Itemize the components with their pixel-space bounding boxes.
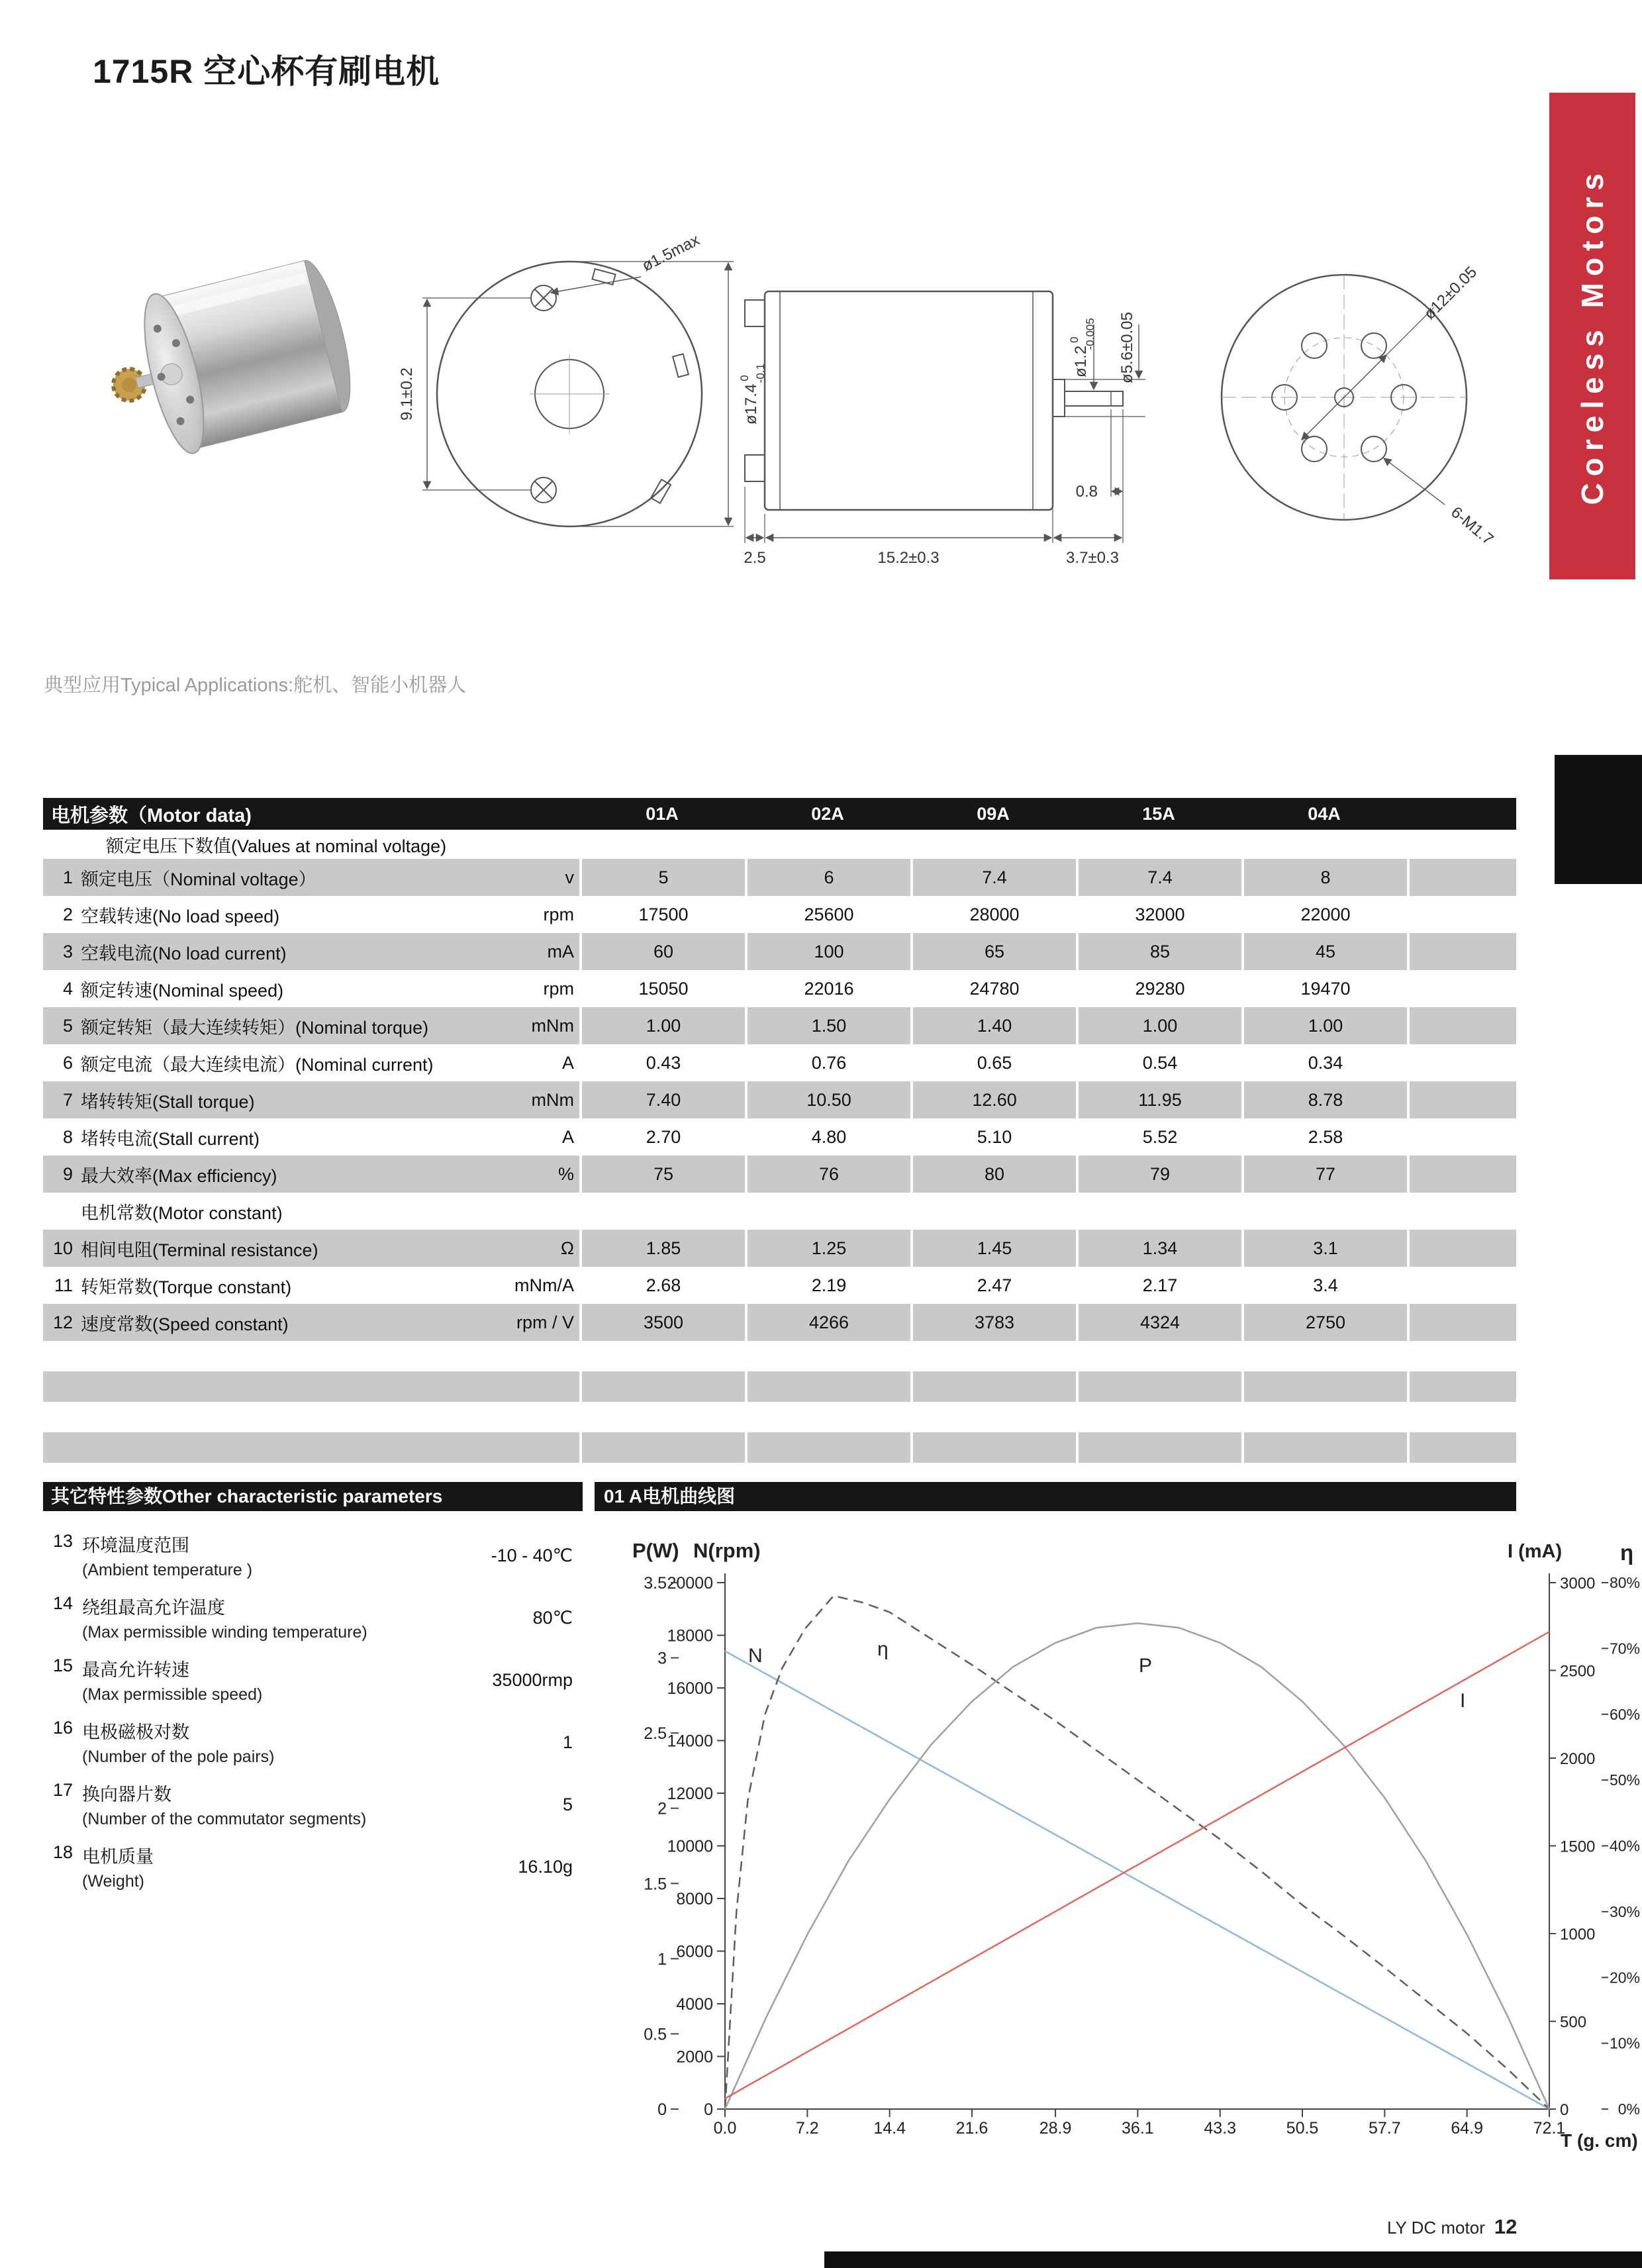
parameter-en-label: (Max permissible speed)	[82, 1685, 263, 1704]
table-row	[43, 1402, 1516, 1432]
value-cell: 1.34	[1076, 1230, 1241, 1267]
motor-data-table	[43, 798, 1516, 1463]
tick-label-efficiency: 10%	[1609, 2034, 1640, 2052]
value-cell: 85	[1076, 933, 1241, 970]
value-cell	[1241, 1402, 1407, 1432]
tick-label-speed: 8000	[676, 1890, 713, 1908]
series-label-P: P	[1139, 1655, 1153, 1677]
tick-label-speed: 10000	[667, 1837, 713, 1856]
table-row: 电机常数(Motor constant)	[43, 1193, 1516, 1230]
value-cell	[579, 1371, 745, 1402]
parameter-value: 16.10g	[518, 1857, 573, 1877]
tick-label-current: 500	[1560, 2013, 1587, 2032]
table-row: 8 堵转电流(Stall current) A 2.70 4.80 5.10 5.52 2.58	[43, 1118, 1516, 1156]
value-cell	[1076, 1432, 1241, 1463]
performance-chart	[612, 1516, 1642, 2198]
value-cell	[1304, 830, 1470, 859]
value-cell: 2.58	[1241, 1118, 1407, 1156]
table-row: 1 额定电压（Nominal voltage） v 5 6 7.4 7.4 8	[43, 859, 1516, 896]
table-row: 6 额定电流（最大连续电流）(Nominal current) A 0.43 0.76 0.65 0.54 0.34	[43, 1044, 1516, 1081]
value-cell	[1076, 1402, 1241, 1432]
value-cell: 29280	[1076, 970, 1241, 1007]
technical-drawing	[371, 219, 1536, 609]
value-cell	[1241, 1193, 1407, 1230]
tick-label-torque: 7.2	[795, 2119, 819, 2138]
value-cell	[973, 830, 1139, 859]
tick-label-torque: 36.1	[1122, 2119, 1154, 2138]
dim-screw-spec: 6-M1.7	[1447, 503, 1497, 549]
table-title: 电机参数（Motor data)	[51, 805, 252, 826]
parameter-item: 18 电机质量 (Weight) 16.10g	[43, 1842, 573, 1890]
tick-label-torque: 72.1	[1533, 2119, 1566, 2138]
value-cell	[1241, 1371, 1407, 1402]
motor-photo	[93, 238, 384, 477]
tick-label-speed: 20000	[667, 1574, 713, 1593]
parameter-item: 13 环境温度范围 (Ambient temperature ) -10 - 40℃	[43, 1531, 573, 1579]
tick-label-current: 1500	[1560, 1838, 1596, 1856]
value-cell: 8.78	[1241, 1081, 1407, 1118]
tick-label-power: 1.5	[644, 1875, 667, 1894]
parameter-value: -10 - 40℃	[491, 1546, 573, 1565]
value-cell: 22000	[1241, 896, 1407, 933]
typical-applications: 典型应用Typical Applications:舵机、智能小机器人	[44, 675, 467, 696]
bottom-bar	[824, 2251, 1642, 2268]
value-cell	[745, 1402, 910, 1432]
parameter-en-label: (Ambient temperature )	[82, 1561, 253, 1579]
value-cell: 32000	[1076, 896, 1241, 933]
value-cell	[745, 1371, 910, 1402]
series-label-I: I	[1460, 1690, 1466, 1712]
value-cell: 80	[910, 1156, 1076, 1193]
column-header: 02A	[811, 803, 844, 824]
parameter-en-label: (Max permissible winding temperature)	[82, 1623, 367, 1642]
value-cell	[745, 1193, 910, 1230]
value-cell	[642, 830, 808, 859]
value-cell: 2.47	[910, 1267, 1076, 1304]
tick-label-torque: 50.5	[1286, 2119, 1319, 2138]
value-cell: 2.19	[745, 1267, 910, 1304]
value-cell: 8	[1241, 859, 1407, 896]
page-title	[93, 45, 440, 93]
value-cell: 2.17	[1076, 1267, 1241, 1304]
value-cell: 3500	[579, 1304, 745, 1341]
axis-title-power: P(W)	[632, 1539, 679, 1562]
parameter-en-label: (Number of the commutator segments)	[82, 1810, 367, 1828]
value-cell: 1.25	[745, 1230, 910, 1267]
value-cell	[745, 1432, 910, 1463]
side-tab	[1555, 755, 1642, 884]
value-cell: 1.40	[910, 1007, 1076, 1044]
table-row: 7 堵转转矩(Stall torque) mNm 7.40 10.50 12.60 11.95 8.78	[43, 1081, 1516, 1118]
dim-shaft-diameter: $ø1.2^0$ -0.005	[1068, 318, 1096, 377]
value-cell	[910, 1402, 1076, 1432]
series-label-N: N	[748, 1645, 763, 1667]
tick-label-current: 3000	[1560, 1575, 1596, 1593]
value-cell: 60	[579, 933, 745, 970]
value-cell: 19470	[1241, 970, 1407, 1007]
value-cell: 76	[745, 1156, 910, 1193]
tick-label-torque: 28.9	[1039, 2119, 1072, 2138]
dim-shaft-hole: ø1.5max	[639, 230, 702, 275]
front-view	[422, 262, 734, 526]
value-cell: 3.1	[1241, 1230, 1407, 1267]
parameter-en-label: (Number of the pole pairs)	[82, 1748, 275, 1766]
parameter-item: 16 电极磁极对数 (Number of the pole pairs) 1	[43, 1718, 573, 1765]
series-P	[725, 1623, 1549, 2109]
value-cell	[579, 1193, 745, 1230]
tick-label-speed: 12000	[667, 1785, 713, 1803]
table-row: 12 速度常数(Speed constant) rpm / V 3500 4266 3783 4324 2750	[43, 1304, 1516, 1341]
axis-title-torque: T (g. cm)	[1561, 2130, 1638, 2151]
page-number: 12	[1494, 2215, 1518, 2238]
value-cell	[1076, 1341, 1241, 1371]
value-cell: 25600	[745, 896, 910, 933]
value-cell: 1.85	[579, 1230, 745, 1267]
value-cell: 5.52	[1076, 1118, 1241, 1156]
tick-label-speed: 18000	[667, 1626, 713, 1646]
tick-label-power: 3.5	[644, 1574, 667, 1593]
value-cell	[579, 1341, 745, 1371]
tick-label-efficiency: 20%	[1609, 1969, 1640, 1987]
tick-label-torque: 64.9	[1451, 2119, 1484, 2138]
value-cell: 28000	[910, 896, 1076, 933]
tick-label-efficiency: 0%	[1618, 2100, 1640, 2118]
value-cell	[1241, 1341, 1407, 1371]
value-cell: 7.4	[1076, 859, 1241, 896]
tick-label-speed: 6000	[676, 1942, 713, 1961]
tick-label-power: 0.5	[644, 2025, 667, 2044]
dim-bolt-circle: ø12±0.05	[1420, 263, 1481, 324]
value-cell: 45	[1241, 933, 1407, 970]
value-cell	[1241, 1432, 1407, 1463]
value-cell: 4324	[1076, 1304, 1241, 1341]
value-cell: 75	[579, 1156, 745, 1193]
value-cell: 3783	[910, 1304, 1076, 1341]
value-cell	[1139, 830, 1304, 859]
parameter-value: 80℃	[532, 1608, 573, 1628]
tick-label-efficiency: 30%	[1609, 1902, 1640, 1920]
value-cell: 0.65	[910, 1044, 1076, 1081]
value-cell	[579, 1402, 745, 1432]
value-cell	[1076, 1371, 1241, 1402]
dim-groove: 0.8	[1075, 483, 1098, 501]
tick-label-torque: 0.0	[713, 2119, 737, 2138]
footer-brand: LY DC motor	[1387, 2218, 1485, 2238]
parameter-en-label: (Weight)	[82, 1872, 145, 1891]
column-header: 04A	[1308, 803, 1341, 824]
value-cell	[808, 830, 973, 859]
tick-label-power: 2	[657, 1799, 667, 1818]
tick-label-current: 2000	[1560, 1750, 1596, 1768]
motor-body	[94, 252, 362, 468]
value-cell: 6	[745, 859, 910, 896]
other-params-list	[43, 1531, 573, 1904]
value-cell: 0.76	[745, 1044, 910, 1081]
table-row: 10 相间电阻(Terminal resistance) Ω 1.85 1.25 1.45 1.34 3.1	[43, 1230, 1516, 1267]
banner-label: Coreless Motors	[1575, 167, 1610, 505]
value-cell: 1.00	[579, 1007, 745, 1044]
tick-label-current: 2500	[1560, 1662, 1596, 1681]
value-cell	[1076, 1193, 1241, 1230]
parameter-item: 14 绕组最高允许温度 (Max permissible winding temperature) 80℃	[43, 1593, 573, 1641]
series-I	[725, 1632, 1549, 2098]
value-cell: 100	[745, 933, 910, 970]
value-cell: 22016	[745, 970, 910, 1007]
coreless-motors-banner	[1549, 93, 1635, 579]
value-cell: 7.4	[910, 859, 1076, 896]
value-cell: 10.50	[745, 1081, 910, 1118]
value-cell: 1.00	[1241, 1007, 1407, 1044]
dim-body-length: 15.2±0.3	[877, 549, 940, 567]
table-row: 11 转矩常数(Torque constant) mNm/A 2.68 2.19 2.47 2.17 3.4	[43, 1267, 1516, 1304]
tick-label-power: 0	[657, 2100, 667, 2119]
tick-label-current: 1000	[1560, 1926, 1596, 1944]
value-cell	[745, 1341, 910, 1371]
value-cell	[910, 1341, 1076, 1371]
column-header: 15A	[1142, 803, 1175, 824]
value-cell: 11.95	[1076, 1081, 1241, 1118]
tick-label-speed: 0	[704, 2100, 713, 2119]
table-row: 2 空载转速(No load speed) rpm 17500 25600 28000 32000 22000	[43, 896, 1516, 933]
table-row: 4 额定转速(Nominal speed) rpm 15050 22016 24780 29280 19470	[43, 970, 1516, 1007]
dim-screw-pitch: 9.1±0.2	[398, 368, 416, 420]
value-cell: 24780	[910, 970, 1076, 1007]
value-cell: 4266	[745, 1304, 910, 1341]
value-cell: 0.54	[1076, 1044, 1241, 1081]
table-row	[43, 1371, 1516, 1402]
value-cell	[579, 1432, 745, 1463]
value-cell: 15050	[579, 970, 745, 1007]
tick-label-power: 1	[657, 1949, 667, 1969]
value-cell: 77	[1241, 1156, 1407, 1193]
axis-title-efficiency: η	[1620, 1540, 1634, 1565]
value-cell	[910, 1432, 1076, 1463]
value-cell: 4.80	[745, 1118, 910, 1156]
value-cell: 65	[910, 933, 1076, 970]
footer	[1387, 2215, 1517, 2239]
tick-label-speed: 4000	[676, 1995, 713, 2014]
model-number: 1715R	[93, 53, 194, 90]
table-row: 额定电压下数值(Values at nominal voltage)	[43, 830, 1516, 859]
tick-label-efficiency: 60%	[1609, 1705, 1640, 1723]
tick-label-torque: 21.6	[955, 2119, 989, 2138]
value-cell: 0.43	[579, 1044, 745, 1081]
parameter-value: 1	[562, 1732, 573, 1752]
table-row	[43, 1432, 1516, 1463]
table-row: 5 额定转矩（最大连续转矩）(Nominal torque) mNm 1.00 1.50 1.40 1.00 1.00	[43, 1007, 1516, 1044]
dim-cap-length: 2.5	[744, 549, 766, 567]
tick-label-efficiency: 50%	[1609, 1771, 1640, 1789]
table-header-row	[43, 798, 1516, 830]
value-cell: 1.00	[1076, 1007, 1241, 1044]
value-cell: 2.70	[579, 1118, 745, 1156]
value-cell: 5	[579, 859, 745, 896]
value-cell: 3.4	[1241, 1267, 1407, 1304]
tick-label-efficiency: 40%	[1609, 1837, 1640, 1855]
series-η	[725, 1596, 1549, 2109]
tick-label-power: 3	[657, 1649, 667, 1668]
table-row: 3 空载电流(No load current) mA 60 100 65 85 45	[43, 933, 1516, 970]
parameter-item: 15 最高允许转速 (Max permissible speed) 35000rmp	[43, 1655, 573, 1703]
dim-front-diameter: ø17.4$^0$ -0.1	[738, 363, 767, 425]
value-cell	[910, 1371, 1076, 1402]
value-cell: 5.10	[910, 1118, 1076, 1156]
table-row	[43, 1341, 1516, 1371]
axis-title-speed: N(rpm)	[693, 1539, 761, 1562]
curve-chart-header: 01 A电机曲线图	[595, 1482, 1516, 1511]
value-cell	[910, 1193, 1076, 1230]
table-row: 9 最大效率(Max efficiency) % 75 76 80 79 77	[43, 1156, 1516, 1193]
tick-label-current: 0	[1560, 2101, 1569, 2119]
value-cell: 1.50	[745, 1007, 910, 1044]
tick-label-power: 2.5	[644, 1724, 667, 1744]
value-cell: 2750	[1241, 1304, 1407, 1341]
tick-label-efficiency: 80%	[1609, 1574, 1640, 1591]
value-cell: 7.40	[579, 1081, 745, 1118]
tick-label-torque: 57.7	[1369, 2119, 1401, 2138]
tick-label-efficiency: 70%	[1609, 1640, 1640, 1657]
tick-label-speed: 16000	[667, 1679, 713, 1698]
column-header: 09A	[977, 803, 1010, 824]
value-cell: 12.60	[910, 1081, 1076, 1118]
value-cell: 2.68	[579, 1267, 745, 1304]
series-label-η: η	[877, 1638, 889, 1660]
parameter-item: 17 换向器片数 (Number of the commutator segments) 5	[43, 1780, 573, 1828]
parameter-value: 35000rmp	[492, 1670, 573, 1690]
value-cell: 79	[1076, 1156, 1241, 1193]
tick-label-speed: 2000	[676, 2047, 713, 2067]
parameter-value: 5	[562, 1795, 573, 1814]
other-params-header: 其它特性参数Other characteristic parameters	[43, 1482, 583, 1511]
value-cell: 1.45	[910, 1230, 1076, 1267]
value-cell: 0.34	[1241, 1044, 1407, 1081]
tick-label-speed: 14000	[667, 1732, 713, 1751]
axis-title-current: I (mA)	[1508, 1541, 1563, 1562]
dim-shaft-length: 3.7±0.3	[1066, 549, 1119, 567]
dim-boss-diameter: ø5.6±0.05	[1118, 312, 1136, 383]
title-chinese: 空心杯有刷电机	[203, 53, 440, 90]
tick-label-torque: 14.4	[873, 2119, 906, 2138]
value-cell: 17500	[579, 896, 745, 933]
tick-label-torque: 43.3	[1204, 2119, 1237, 2138]
series-N	[725, 1651, 1549, 2109]
column-header: 01A	[646, 803, 679, 824]
